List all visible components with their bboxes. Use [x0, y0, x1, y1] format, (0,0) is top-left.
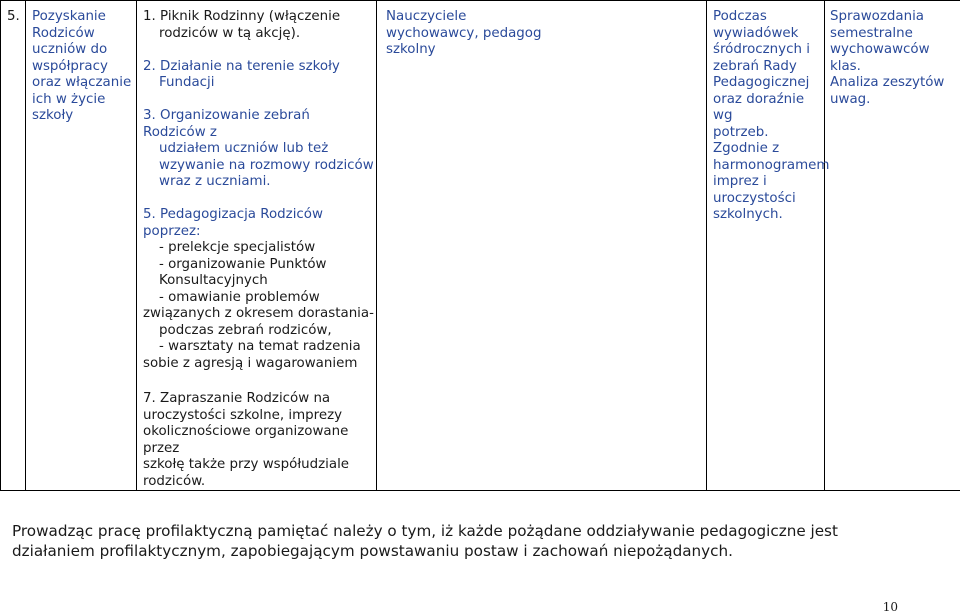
- activity-line: - omawianie problemów: [159, 289, 320, 305]
- responsible-line: Nauczyciele: [386, 9, 467, 24]
- activity-line: podczas zebrań rodziców,: [159, 322, 332, 338]
- activity-line: szkołę także przy współudziale: [143, 457, 350, 472]
- timing-line: Podczas: [713, 9, 767, 24]
- timing-line: zebrań Rady: [713, 58, 797, 74]
- timing-line: potrzeb.: [713, 124, 769, 140]
- timing-line: oraz doraźnie wg: [713, 91, 805, 123]
- activity-line: 5. Pedagogizacja Rodziców poprzez:: [143, 207, 323, 239]
- activity-line: sobie z agresją i wagarowaniem: [143, 355, 358, 371]
- area-line: Rodziców: [32, 25, 95, 41]
- activity-line: rodziców w tą akcję).: [159, 25, 301, 41]
- timing-line: Zgodnie z: [713, 141, 780, 156]
- activity-5: [143, 207, 376, 372]
- activity-line: - organizowanie Punktów: [159, 256, 327, 272]
- timing-line: uroczystości: [713, 190, 796, 206]
- table-row: [1, 1, 960, 491]
- page-number: 10: [882, 600, 898, 614]
- activity-line: 7. Zapraszanie Rodziców na: [143, 391, 331, 406]
- activity-line: 3. Organizowanie zebrań Rodziców z: [143, 108, 310, 140]
- timing-line: wywiadówek: [713, 25, 799, 41]
- activity-line: uroczystości szkolne, imprezy: [143, 407, 343, 423]
- activity-line: Konsultacyjnych: [159, 273, 268, 288]
- activity-line: wraz z uczniami.: [159, 174, 271, 189]
- evaluation-line: klas.: [830, 58, 861, 74]
- activity-line: okolicznościowe organizowane przez: [143, 424, 349, 456]
- row-number-text: 5.: [7, 9, 20, 24]
- activity-line: 1. Piknik Rodzinny (włączenie: [143, 9, 341, 24]
- timing-line: harmonogramem: [713, 157, 830, 173]
- activity-line: związanych z okresem dorastania-: [143, 306, 374, 321]
- area-line: Pozyskanie: [32, 9, 106, 24]
- timing-line: śródrocznych i: [713, 42, 810, 57]
- activity-7: [143, 391, 376, 490]
- timing-cell: [707, 1, 830, 491]
- activity-2: [143, 59, 376, 92]
- activity-line: wzywanie na rozmowy rodziców: [159, 157, 374, 173]
- activities-cell: [137, 1, 377, 491]
- evaluation-line: wychowawców: [830, 42, 930, 57]
- area-line: uczniów do: [32, 42, 108, 57]
- footer-note: [12, 521, 912, 561]
- footer-line: Prowadząc pracę profilaktyczną pamiętać należy o tym, iż każde pożądane oddziaływanie pedagogiczne jest: [12, 522, 838, 540]
- activity-line: rodziców.: [143, 473, 206, 489]
- activity-line: udziałem uczniów lub też: [159, 141, 329, 156]
- area-line: współpracy: [32, 58, 108, 74]
- evaluation-line: semestralne: [830, 25, 913, 41]
- area-cell: [26, 1, 137, 491]
- activity-line: Fundacji: [159, 75, 215, 90]
- area-line: ich w życie: [32, 91, 106, 107]
- evaluation-line: uwag.: [830, 91, 871, 107]
- evaluation-line: Sprawozdania: [830, 9, 925, 24]
- responsible-line: szkolny: [386, 42, 436, 57]
- activity-line: - prelekcje specjalistów: [159, 240, 316, 255]
- row-number: [1, 1, 26, 491]
- area-line: oraz włączanie: [32, 75, 132, 90]
- activity-line: 2. Działanie na terenie szkoły: [143, 58, 340, 74]
- timing-line: imprez i: [713, 174, 767, 189]
- activity-line: - warsztaty na temat radzenia: [159, 339, 361, 354]
- area-line: szkoły: [32, 108, 74, 123]
- responsible-cell: [377, 1, 707, 491]
- timing-line: szkolnych.: [713, 207, 783, 222]
- evaluation-line: Analiza zeszytów: [830, 75, 945, 90]
- activity-3: [143, 108, 376, 191]
- footer-line: działaniem profilaktycznym, zapobiegającym powstawaniu postaw i zachowań niepożądanych.: [12, 542, 733, 560]
- activity-1: [143, 9, 376, 42]
- evaluation-cell: [825, 1, 960, 491]
- responsible-line: wychowawcy, pedagog: [386, 25, 542, 41]
- timing-line: Pedagogicznej: [713, 75, 810, 90]
